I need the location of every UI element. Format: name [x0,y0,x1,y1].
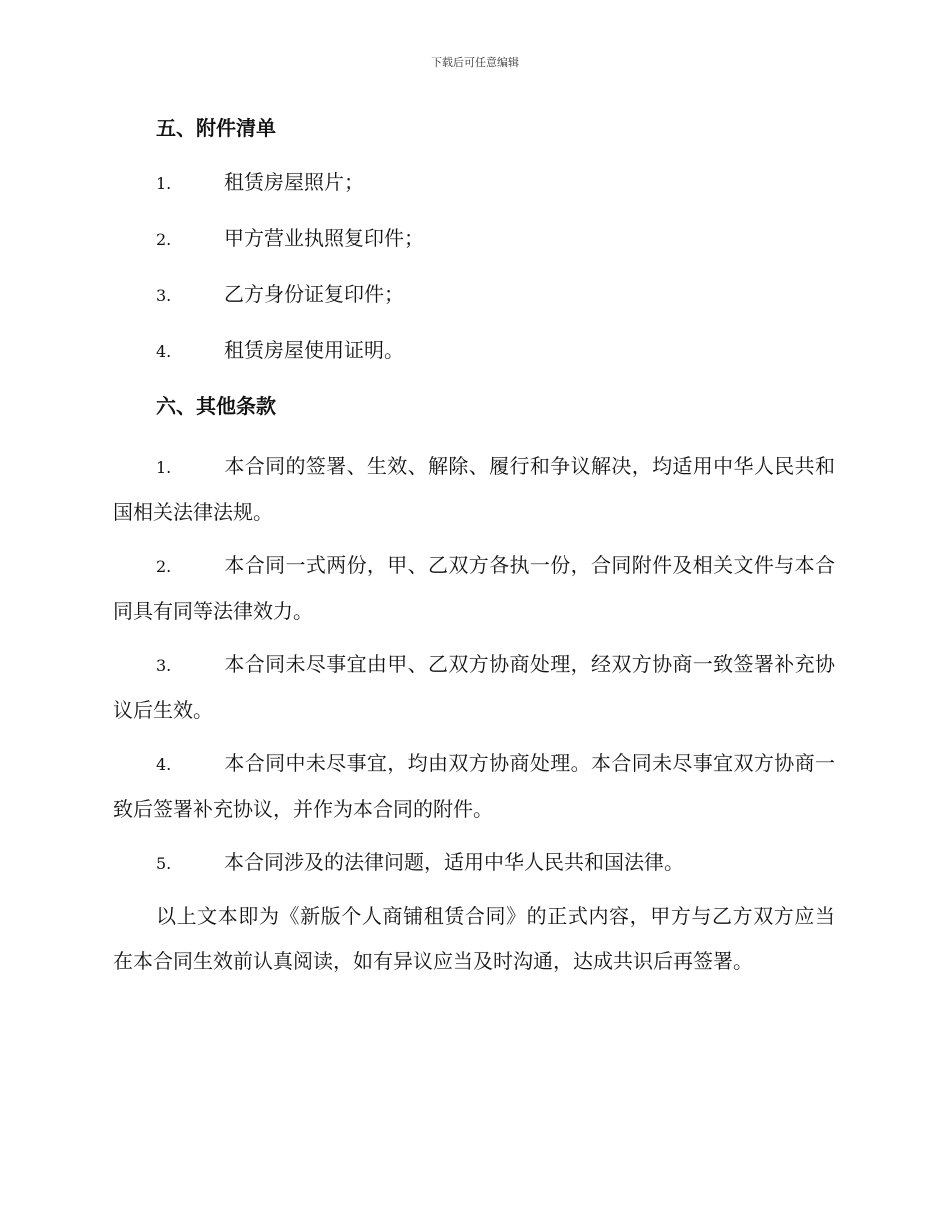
list-item [113,166,835,200]
list-item-text: 甲方营业执照复印件； [224,226,424,250]
list-item-number: 4. [156,342,172,361]
list-item-number: 1. [156,174,172,193]
list-item [113,278,835,312]
list-item-text: 乙方身份证复印件； [224,282,404,306]
section-title-attachments: 五、附件清单 [156,116,276,140]
clause-number: 3. [156,656,172,675]
clause-text: 本合同的签署、生效、解除、履行和争议解决，均适用中华人民共和国相关法律法规。 [113,454,835,524]
clause-number: 2. [156,557,172,576]
closing-paragraph: 以上文本即为《新版个人商铺租赁合同》的正式内容，甲方与乙方双方应当在本合同生效前认真阅读，如有异议应当及时沟通，达成共识后再签署。 [113,904,835,973]
clause-text: 本合同一式两份，甲、乙双方各执一份，合同附件及相关文件与本合同具有同等法律效力。 [113,553,835,623]
clause-paragraph [113,543,835,634]
clause-text: 本合同未尽事宜由甲、乙双方协商处理，经双方协商一致签署补充协议后生效。 [113,652,835,722]
list-item-text: 租赁房屋照片； [224,170,364,194]
list-item-number: 2. [156,230,172,249]
clause-number: 1. [156,458,172,477]
page-header: 下载后可任意编辑 [431,56,519,69]
clause-text: 本合同涉及的法律问题，适用中华人民共和国法律。 [224,850,684,874]
clause-number: 4. [156,755,172,774]
clause-paragraph [113,840,835,886]
list-item-text: 租赁房屋使用证明。 [224,338,404,362]
clause-text: 本合同中未尽事宜，均由双方协商处理。本合同未尽事宜双方协商一致后签署补充协议，并作为本合同的附件。 [113,751,835,821]
clause-paragraph [113,444,835,535]
list-item [113,334,835,368]
clause-paragraph [113,741,835,832]
clause-number: 5. [156,854,172,873]
document-body [113,112,835,984]
section-title-other-terms: 六、其他条款 [156,394,276,418]
list-item-number: 3. [156,286,172,305]
list-item [113,222,835,256]
clause-paragraph [113,642,835,733]
